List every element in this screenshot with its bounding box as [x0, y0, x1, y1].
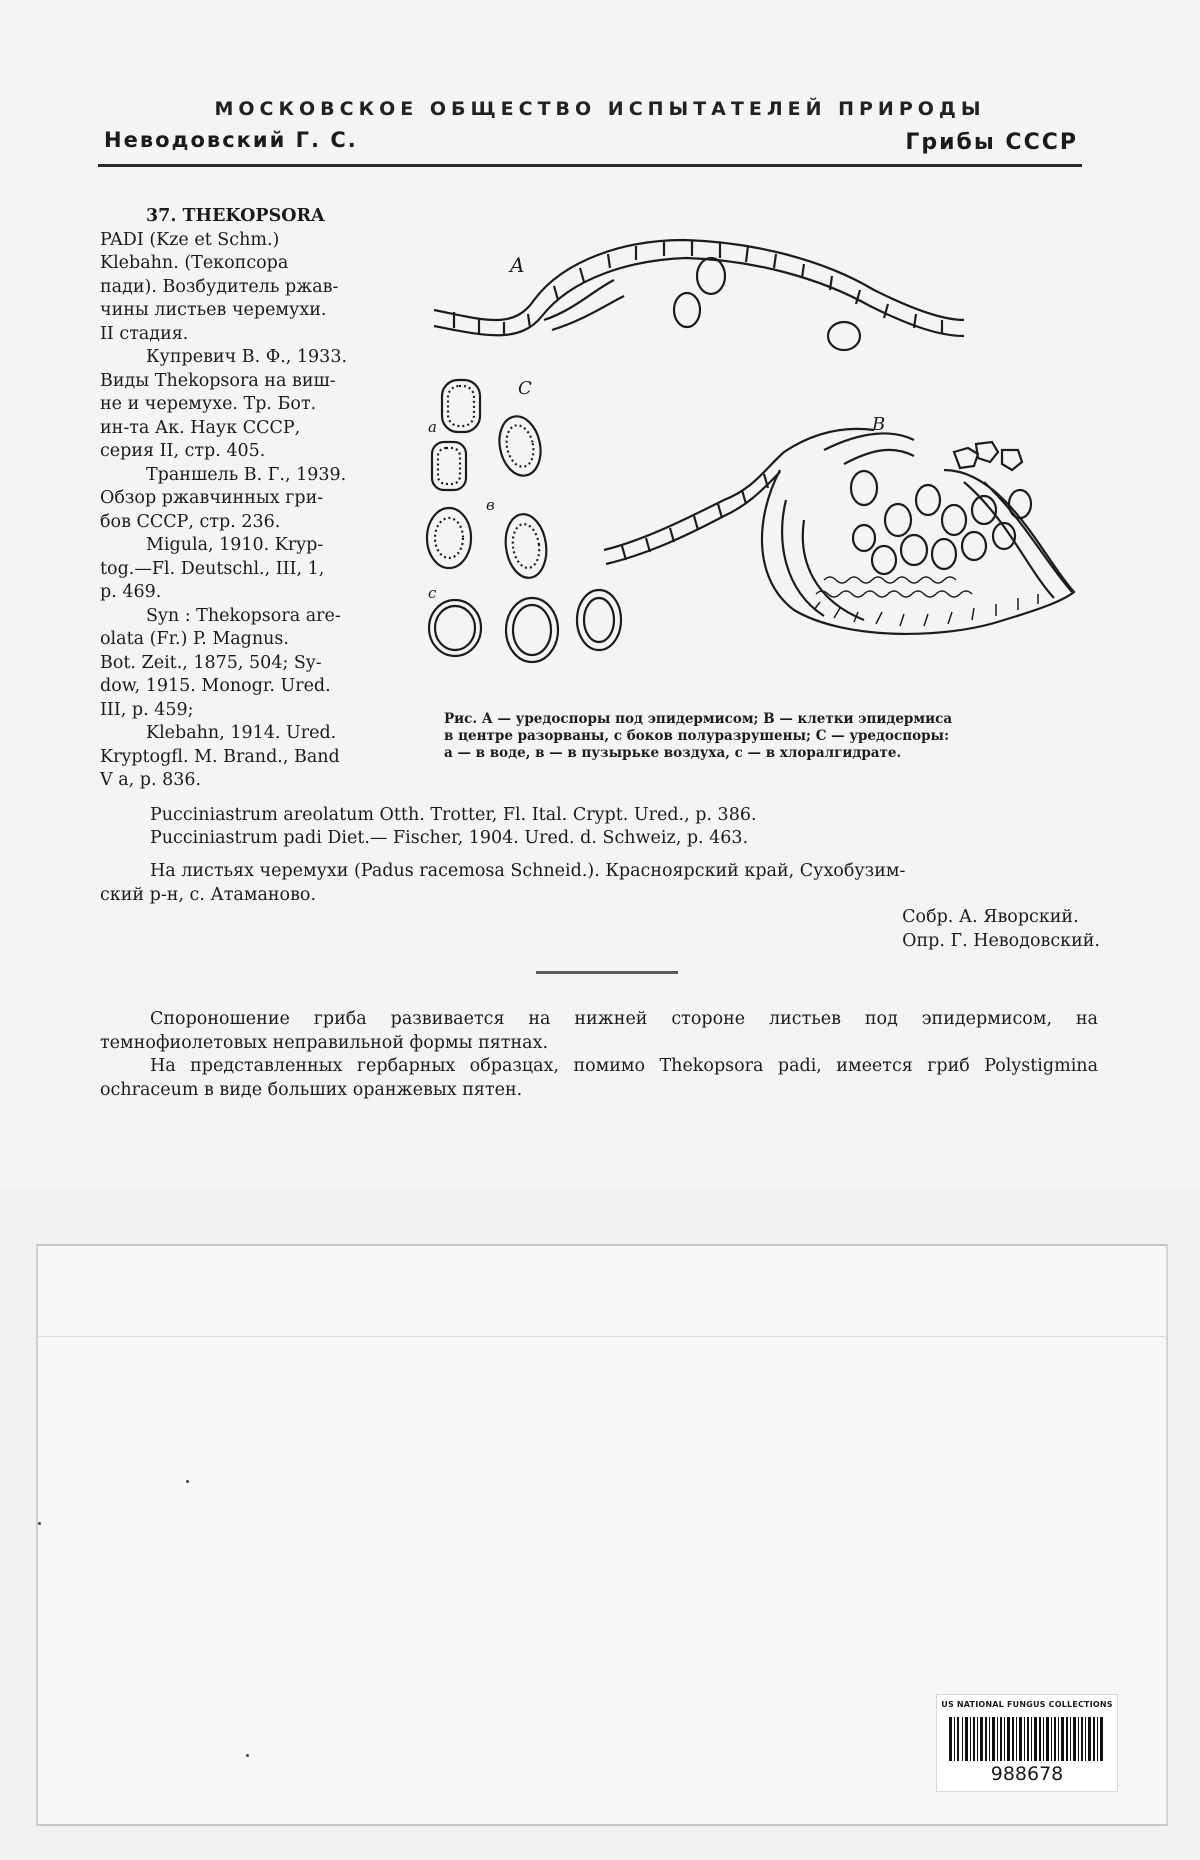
figure-a-epidermis — [434, 240, 964, 350]
species-line: PADI (Kze et Schm.) — [100, 229, 280, 250]
caption-line: в центре разорваны, с боков полуразрушены; С — уредоспоры: — [444, 728, 950, 744]
reference-line: бов СССР, стр. 236. — [100, 511, 281, 532]
species-line: пади). Возбудитель ржав- — [100, 276, 339, 297]
paper-speck — [38, 1522, 41, 1525]
reference-line: ин-та Ак. Наук СССР, — [100, 417, 301, 438]
reference-line: Виды Thekopsora на виш- — [100, 370, 336, 391]
collector-name: Собр. А. Яворский. — [902, 907, 1079, 927]
barcode-number: 988678 — [990, 1763, 1064, 1785]
author-name: Неводовский Г. С. — [104, 128, 358, 152]
species-line: Klebahn. (Текопсора — [100, 253, 289, 273]
habitat-text — [100, 860, 1100, 907]
synonym-line: III, p. 459; — [100, 699, 194, 720]
figure-label-b: B — [872, 414, 886, 435]
figure-label-c-small: c — [428, 584, 437, 602]
determiner-name: Опр. Г. Неводовский. — [902, 931, 1100, 951]
species-entry — [100, 205, 386, 793]
note-paragraph: На представленных гербарных образцах, помимо Thekopsora padi, имеется гриб Polystigmina ochraceum в виде больших оранжевых пятен. — [100, 1056, 1098, 1100]
reference-line: Klebahn, 1914. Ured. — [146, 723, 337, 743]
reference-line: не и черемухе. Тр. Бот. — [100, 394, 317, 414]
reference-line: серия II, стр. 405. — [100, 441, 266, 461]
barcode-label — [936, 1694, 1118, 1792]
synonym-block — [150, 804, 1090, 850]
paper-speck — [186, 1480, 189, 1483]
barcode-bars — [949, 1717, 1105, 1761]
figure-c-spores — [427, 378, 621, 662]
synonym-line: Pucciniastrum padi Diet.— Fischer, 1904. Ured. d. Schweiz, p. 463. — [150, 828, 749, 848]
reference-line: Обзор ржавчинных гри- — [100, 488, 324, 508]
figure-label-c: C — [518, 378, 532, 399]
reference-line: Траншель В. Г., 1939. — [146, 464, 347, 485]
paper-speck — [246, 1754, 249, 1757]
figure-b-sorus — [604, 414, 1074, 634]
reference-line: V a, p. 836. — [100, 770, 202, 790]
synonym-line: olata (Fr.) P. Magnus. — [100, 629, 289, 649]
figure-caption — [444, 711, 1060, 762]
society-header: МОСКОВСКОЕ ОБЩЕСТВО ИСПЫТАТЕЛЕЙ ПРИРОДЫ — [214, 98, 986, 120]
synonym-line: Bot. Zeit., 1875, 504; Sy- — [100, 652, 322, 673]
reference-line: p. 469. — [100, 582, 162, 602]
reference-line: Migula, 1910. Kryp- — [146, 535, 324, 555]
synonym-line: Syn : Thekopsora are- — [146, 605, 341, 626]
figure-label-b-small: в — [486, 496, 495, 514]
reference-line: tog.—Fl. Deutschl., III, 1, — [100, 558, 325, 579]
figure-label-a: A — [510, 253, 525, 277]
section-divider — [536, 971, 678, 974]
species-line: чины листьев черемухи. — [100, 300, 327, 320]
caption-line: а — в воде, в — в пузырьке воздуха, с — в хлоралгидрате. — [444, 745, 902, 761]
note-paragraph: Спороношение гриба развивается на нижней стороне листьев под эпидермисом, на темнофиолетовых неправильной формы пятнах. — [100, 1009, 1098, 1053]
synonym-line: Pucciniastrum areolatum Otth. Trotter, Fl. Ital. Crypt. Ured., p. 386. — [150, 805, 757, 825]
species-line: II стадия. — [100, 323, 189, 344]
reference-line: Купревич В. Ф., 1933. — [146, 347, 348, 367]
habitat-line: На листьях черемухи (Padus racemosa Schneid.). Красноярский край, Сухобузим- — [150, 861, 906, 881]
species-number-genus: 37. THEKOPSORA — [146, 206, 325, 226]
figure-label-a-small: a — [428, 418, 437, 436]
spore-illustration — [424, 220, 1084, 700]
collector-block — [902, 905, 1100, 953]
note-text — [100, 1008, 1098, 1102]
institution-name: US NATIONAL FUNGUS COLLECTIONS — [941, 1700, 1113, 1709]
caption-line: Рис. А — уредоспоры под эпидермисом; В — клетки эпидермиса — [444, 711, 953, 727]
envelope-fold — [38, 1336, 1166, 1337]
synonym-line: dow, 1915. Monogr. Ured. — [100, 676, 331, 696]
habitat-line: ский р-н, с. Атаманово. — [100, 884, 317, 905]
reference-line: Kryptogfl. M. Brand., Band — [100, 746, 340, 767]
series-title: Грибы СССР — [905, 130, 1078, 155]
header-rule — [98, 164, 1082, 167]
